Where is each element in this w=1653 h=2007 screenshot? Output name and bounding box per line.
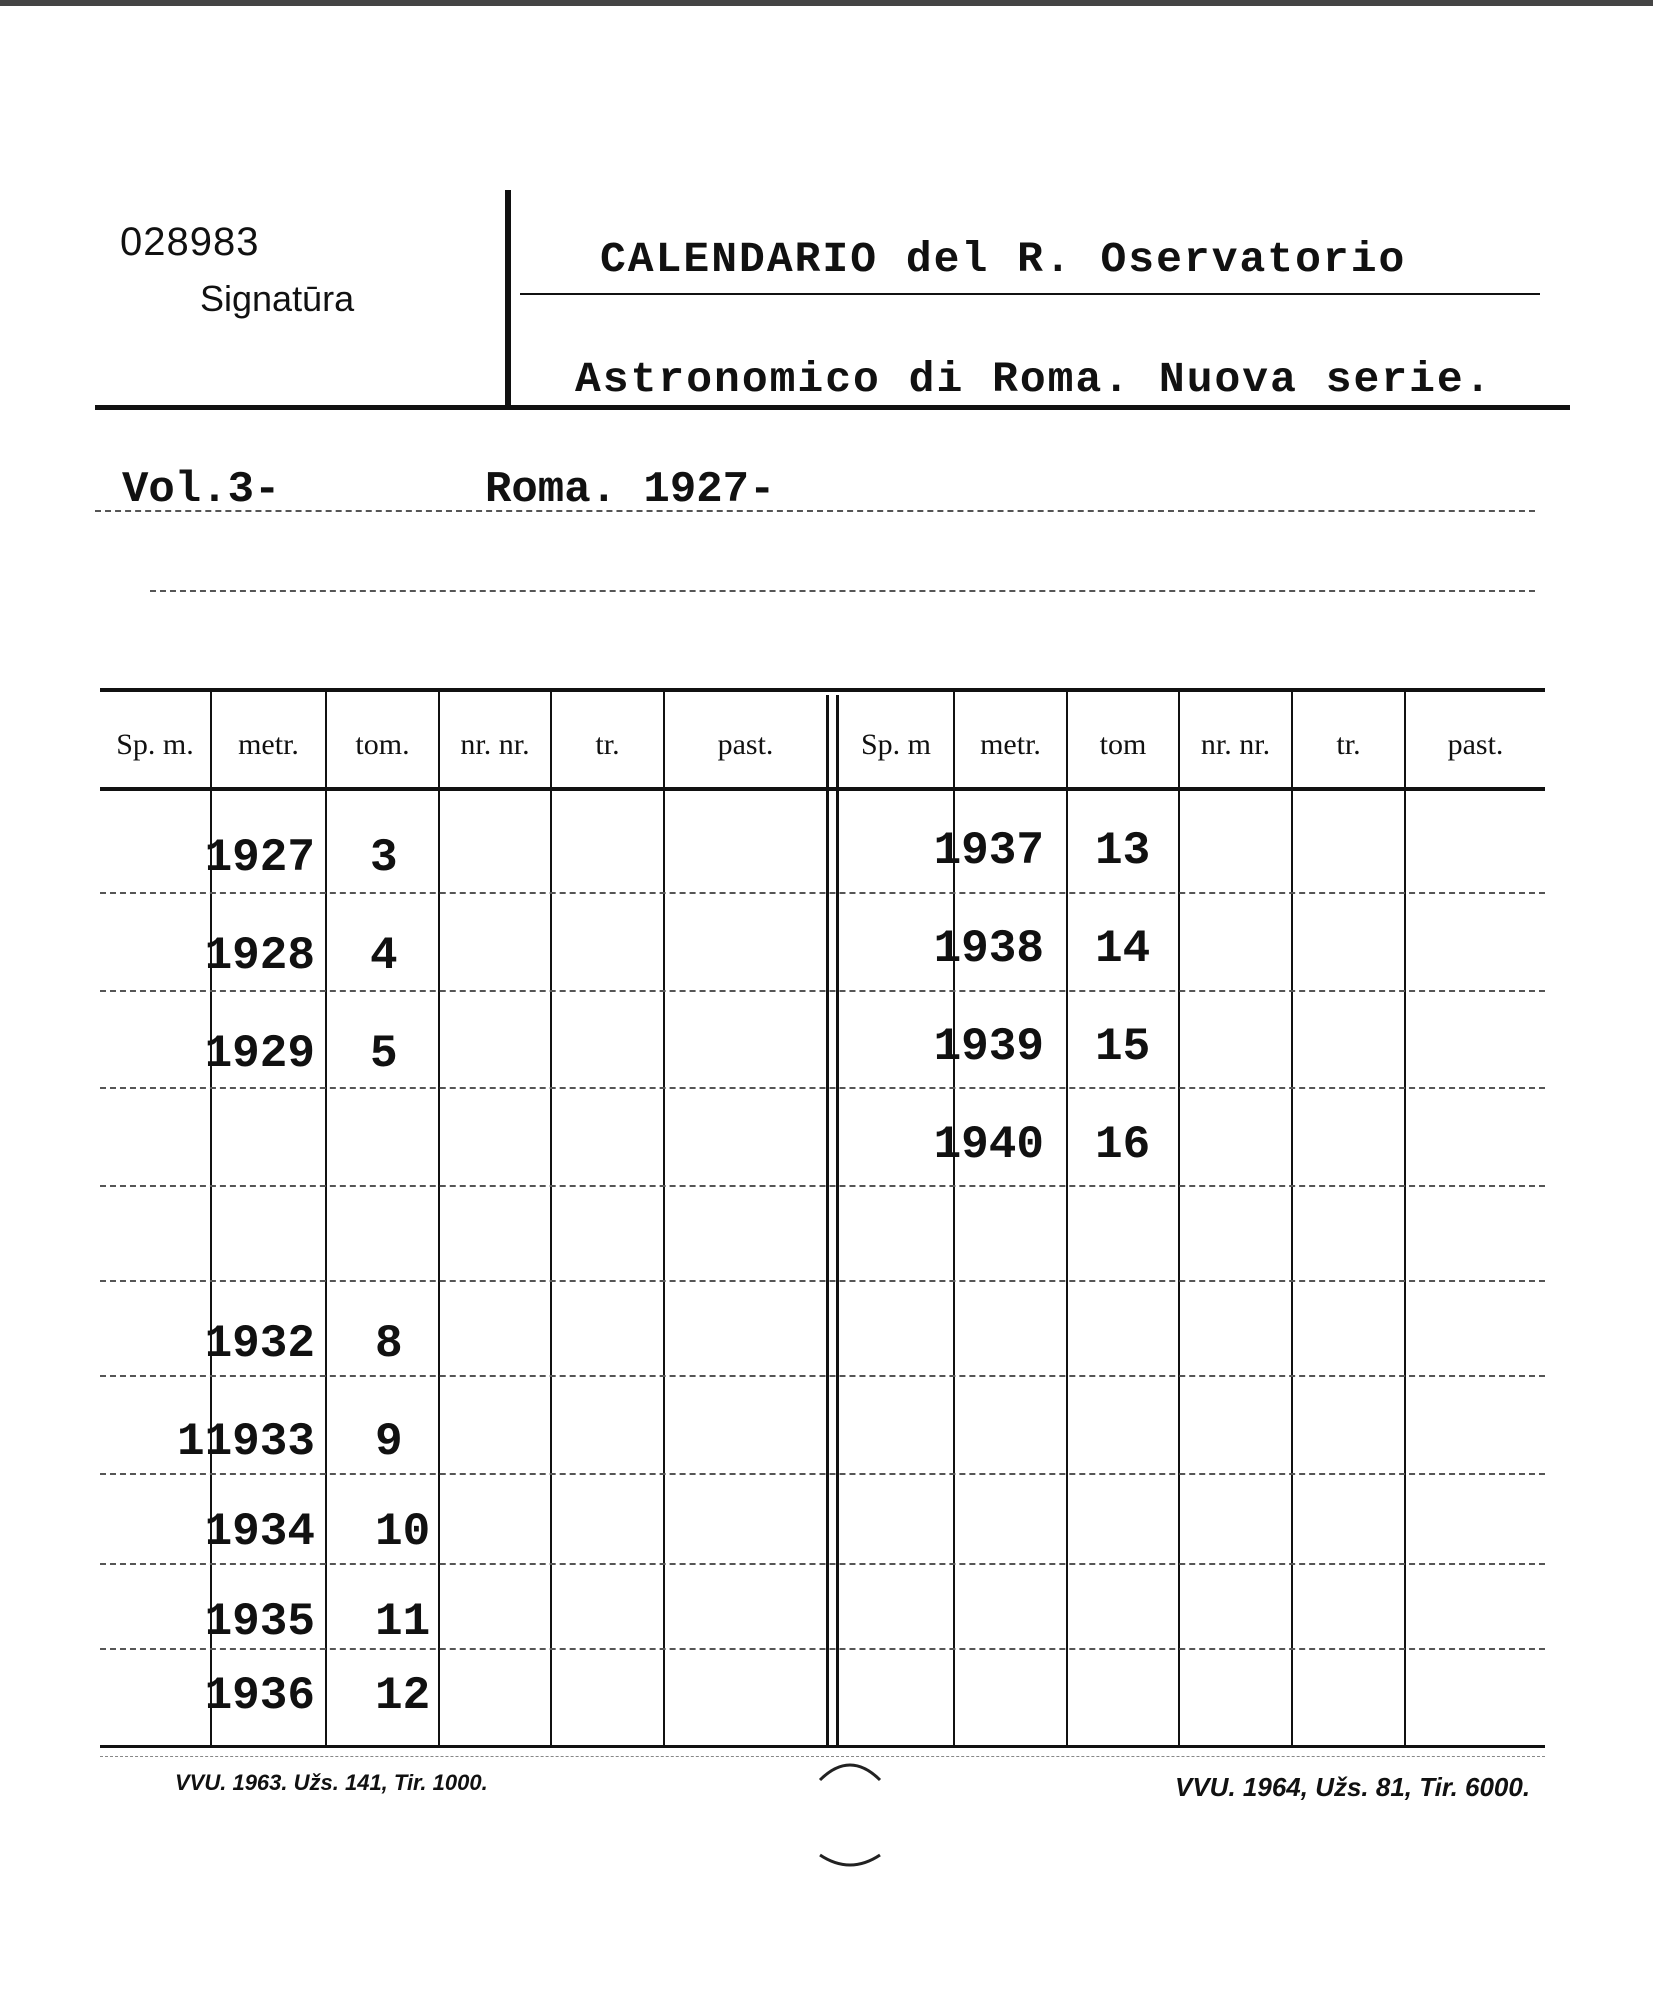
col-header-metr-right: metr. <box>980 728 1041 761</box>
col-header-spm-right: Sp. m <box>860 728 932 761</box>
col-line <box>550 690 552 1745</box>
row-rule <box>100 1473 1545 1475</box>
col-line <box>1178 690 1180 1745</box>
left-row-10-year: 1936 <box>204 1670 315 1722</box>
title-line-1: CALENDARIO del R. Oservatorio <box>600 235 1407 284</box>
footer-note-left: VVU. 1963. Užs. 141, Tir. 1000. <box>175 1770 488 1795</box>
right-row-1-tom: 13 <box>1095 825 1151 877</box>
col-header-nrnr-left: nr. nr. <box>460 728 530 761</box>
row-rule <box>100 1087 1545 1089</box>
center-double-line <box>826 695 829 1745</box>
left-row-9-year: 1935 <box>204 1596 315 1648</box>
col-header-past-right: past. <box>1447 728 1504 761</box>
left-row-8-year: 1934 <box>204 1506 315 1558</box>
col-header-tom-left: tom. <box>355 728 410 761</box>
left-row-1-year: 1927 <box>204 832 315 884</box>
row-rule <box>100 1648 1545 1650</box>
left-row-3-year: 1929 <box>204 1028 315 1080</box>
right-row-2-tom: 14 <box>1095 923 1151 975</box>
col-header-tr-left: tr. <box>595 728 620 761</box>
left-row-2-tom: 4 <box>370 930 398 982</box>
row-rule <box>100 892 1545 894</box>
col-header-tom-right: tom <box>1099 728 1147 761</box>
blank-rule <box>150 590 1535 592</box>
left-row-6-tom: 8 <box>375 1318 403 1370</box>
punch-hole-icon <box>815 1755 885 1875</box>
signature-label: Signatūra <box>200 278 355 319</box>
right-row-1-year: 1937 <box>933 825 1044 877</box>
table-top-rule <box>100 688 1545 692</box>
right-row-3-year: 1939 <box>933 1021 1044 1073</box>
left-row-1-tom: 3 <box>370 832 398 884</box>
left-row-10-tom: 12 <box>375 1670 431 1722</box>
right-row-4-tom: 16 <box>1095 1119 1151 1171</box>
col-header-metr-left: metr. <box>238 728 299 761</box>
right-row-2-year: 1938 <box>933 923 1044 975</box>
col-line <box>1066 690 1068 1745</box>
signature-number: 028983 <box>120 220 260 264</box>
table-bottom-rule <box>100 1745 1545 1748</box>
col-line <box>1291 690 1293 1745</box>
col-line <box>325 690 327 1745</box>
left-row-7-year: 11933 <box>176 1416 315 1468</box>
imprint-rule <box>95 510 1535 512</box>
row-rule <box>100 1375 1545 1377</box>
title-line-2: Astronomico di Roma. Nuova serie. <box>575 355 1493 404</box>
row-rule <box>100 990 1545 992</box>
col-header-nrnr-right: nr. nr. <box>1200 728 1271 761</box>
col-line <box>438 690 440 1745</box>
header-divider <box>505 190 511 405</box>
col-header-tr-right: tr. <box>1336 728 1361 761</box>
row-rule <box>100 1563 1545 1565</box>
col-header-spm-left: Sp. m. <box>116 728 194 761</box>
left-row-3-tom: 5 <box>370 1028 398 1080</box>
volume-label: Vol.3- <box>122 465 281 515</box>
right-row-4-year: 1940 <box>933 1119 1044 1171</box>
left-row-2-year: 1928 <box>204 930 315 982</box>
footer-note-right: VVU. 1964, Užs. 81, Tir. 6000. <box>1175 1772 1531 1802</box>
col-header-past-left: past. <box>717 728 774 761</box>
card-top-edge <box>0 0 1653 6</box>
table-header-rule <box>100 787 1545 791</box>
place-year: Roma. 1927- <box>485 465 776 515</box>
row-rule <box>100 1185 1545 1187</box>
left-row-8-tom: 10 <box>375 1506 431 1558</box>
col-line <box>663 690 665 1745</box>
title-rule-1 <box>520 293 1540 295</box>
row-rule <box>100 1280 1545 1282</box>
header-bottom-rule <box>95 405 1570 410</box>
col-line <box>1404 690 1406 1745</box>
left-row-7-tom: 9 <box>375 1416 403 1468</box>
left-row-9-tom: 11 <box>375 1596 431 1648</box>
left-row-6-year: 1932 <box>204 1318 315 1370</box>
right-row-3-tom: 15 <box>1095 1021 1151 1073</box>
